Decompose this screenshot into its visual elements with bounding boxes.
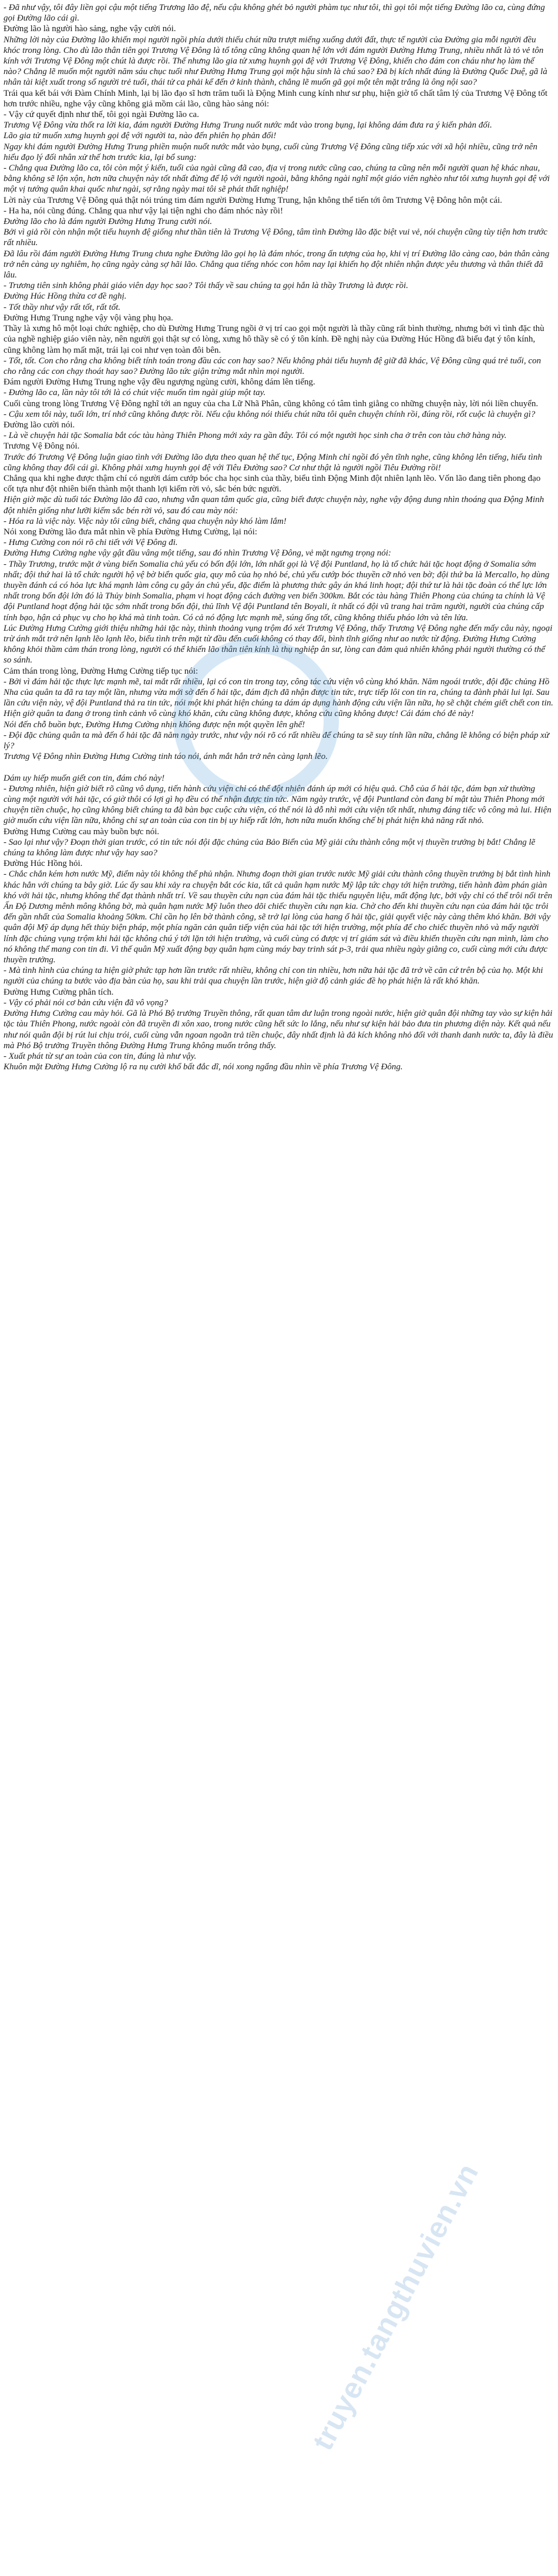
paragraph: - Đường lão ca, lần này tôi tới là có chút việc muốn tìm ngài giúp một tay. xyxy=(4,388,266,398)
paragraph: Đường Hưng Cường cau mày hỏi. Gã là Phó Bộ trưởng Truyền thông, rất quan tâm dư luận trong ngoài nước, hiện giờ quân đội những tay vào sự kiện hải tặc tàu Thiên Phong, nước ngoài còn đã truyền đi xôn xao, trong nước cũng hết sức lo lắng, nếu như sự kiện hải bảo đưa tin phương diện này. Kết quả nếu như nói quân đội bị rút lui chịu trói, cuối cùng vẫn ngoan ngoãn trả tiền chuộc, đây nhất định là đả kích không nhỏ đối với thanh danh nước ta, đây là điều mà Phó Bộ trưởng Truyền thông Đường Hưng Trung không muốn trông thấy. xyxy=(4,1009,553,1051)
paragraph: Đám người Đường Hưng Trung nghe vậy đều ngượng ngùng cười, không dám lên tiếng. xyxy=(4,377,315,387)
paragraph: Trước đó Trương Vệ Đông luận giao tình với Đường lão dựa theo quan hệ thế tục, Động Minh chỉ ngồi đó yên tĩnh nghe, cũng không lên tiếng, hiểu tình cũng không thay đổi cái gì. Không phải xưng huynh gọi đệ với Tiêu Đường sao? Cơ như thật là người ngồi Tiêu Đường rồi! xyxy=(4,452,542,473)
paragraph: - Đương nhiên, hiện giờ biết rõ cũng vô dụng, tiến hành cứu viện chỉ có thể đột nhiên đánh úp mới có hiệu quả. Chỗ của ổ hải tặc, đám bạn xử thường cùng một người với hải tặc, có giờ thôi có lợi gì họ đều có thể nhận được tin tức. Năm ngày trước, vệ đội Puntland còn đang bí mật tàu Thiên Phong mới chuyện tiền chuộc, họ cũng không biết chúng ta đã bàn bạc cuộc cứu viện, có thể nói là dỗ nhì mới cứu viện tốt nhất, nhưng đáng tiếc vô công mà lui. Hiện giờ muốn cứu viện lần nữa, không chỉ sự an toàn của con tin bị uy hiếp rất lớn, hơn nữa muốn khống chế bị phát hiện khả năng rất nhỏ. xyxy=(4,784,552,826)
paragraph: Đường Húc Hồng thừa cơ đề nghị. xyxy=(4,292,127,302)
paragraph: - Ha ha, nói cũng đúng. Chẳng qua như vậy lại tiện nghi cho đám nhóc này rồi! xyxy=(4,206,283,216)
paragraph: Đường Hưng Cường cau mày buồn bực nói. xyxy=(4,827,160,837)
paragraph: - Sao lại như vậy? Đoạn thời gian trước, có tin tức nói đội đặc chủng của Bảo Biển của Mỹ giải cứu thành công một vị thuyền trưởng bị bắt! Chẳng lẽ chúng ta không làm được như vậy hay sao? xyxy=(4,837,536,858)
paragraph: Hiện giờ mặc dù tuổi tác Đường lão đã cao, nhưng vẫn quan tâm quốc gia, cũng biết được chuyện này, nghe vậy động dung nhìn thoáng qua Động Minh đột nhiên giống như lưỡi kiếm sắc bén rời vỏ, sau đó cau mày nói: xyxy=(4,495,544,516)
paragraph: - Xuất phát từ sự an toàn của con tin, đúng là như vậy. xyxy=(4,1051,197,1061)
paragraph: Bởi vì giả rồi còn nhận một tiểu huynh đệ giống như thần tiên là Trương Vệ Đông, tâm tình Đường lão đặc biệt vui vẻ, nói chuyện cũng tùy tiện hơn trước rất nhiều. xyxy=(4,228,547,248)
paragraph: Nói đến chỗ buồn bực, Đường Hưng Cường nhịn không được nện một quyền lên ghế! xyxy=(4,720,305,730)
paragraph: - Hóa ra là việc này. Việc này tôi cũng biết, chẳng qua chuyện này khó làm lắm! xyxy=(4,516,287,526)
paragraph: Đường lão là người hào sảng, nghe vậy cười nói. xyxy=(4,24,176,34)
paragraph: Đường Hưng Cường nghe vậy gật đầu vâng một tiếng, sau đó nhìn Trương Vệ Đông, vẻ mặt ngưng trọng nói: xyxy=(4,548,391,558)
paragraph: Nói xong Đường lão đưa mắt nhìn về phía Đường Hưng Cường, lại nói: xyxy=(4,527,257,537)
paragraph: - Thầy Trương, trước mặt ở vùng biển Somalia chủ yếu có bốn đội lớn, lớn nhất gọi là Vệ đội Puntland, họ là tổ chức hải tặc hoạt động ở Somalia sớm nhất; đội thứ hai là tổ chức người hộ vệ bờ biển quốc gia, quy mô của họ nhỏ bé, chủ yếu cướp bóc thuyền cỡ nhỏ ven bờ; đội thứ ba là Mercallo, họ dùng thuyền đánh cá có hỏa lực khá mạnh làm công cụ gây án chủ yếu, đặc điểm là phương thức gây án khá linh hoạt; đội thứ tư là hải tặc đoàn có thể lực lớn nhất trong bốn đội lớn đó là Thủy binh Somalia, phạm vi hoạt động cách đường ven biển 300km. Bắt cóc tàu hàng Thiên Phong của chúng ta chính là Vệ đội Puntland hoạt động hải tặc sớm nhất trong bốn đội, thủ lĩnh Vệ đội Puntland tên Boyali, ít nhất có đội vũ trang hai trăm người, người của chúng cấp tính bạo, hận cả phục vụ cho họ khá mà tinh toàn. Có cả nó động lực mạnh mẽ, súng ống tốt, cũng không thiếu pháo lớn và tên lửa. xyxy=(4,559,550,623)
watermark-text: truyen.tangthuvien.vn xyxy=(305,2157,485,2455)
paragraph: Trương Vệ Đông nói. xyxy=(4,441,80,451)
paragraph: Đường lão cho là đám người Đường Hưng Trung cười nói. xyxy=(4,217,213,227)
story-text xyxy=(0,0,558,1072)
paragraph: Lão gia tử muốn xưng huynh gọi đệ với người ta, nào đến phiên họ phản đối! xyxy=(4,131,277,141)
paragraph: - Vậy có phải nói cơ bản cứu viện đã vô vọng? xyxy=(4,998,168,1008)
paragraph: - Cậu xem tôi này, tuổi lớn, trí nhớ cũng không được rồi. Nếu cậu không nói thiếu chút nữa tôi quên chuyện chính rồi, đúng rồi, rốt cuộc là chuyện gì? xyxy=(4,409,536,419)
paragraph: - Tốt, tốt. Con cho rằng cha không biết tính toán trong đầu các con hay sao? Nếu không phải tiểu huynh đệ giữ đã khác, Vệ Đông cũng quá trẻ tuổi, con cho rằng các con chạy thoát hay sao? Đường lão tức giận trừng mắt nhìn mọi người. xyxy=(4,356,541,376)
paragraph: Thầy là xưng hô một loại chức nghiệp, cho dù Đường Hưng Trung ngồi ở vị trí cao gọi một người là thầy cũng rất bình thường, nhưng bởi vì tình đặc thù của nghề nghiệp giáo viên này, nên người gọi thật sự có lòng, xưng hô thầy sẽ có ý tôn kính. Đề nghị này của Đường Húc Hồng đã biểu đạt ý tôn kính, cũng không làm họ mất mặt, trái lại coi như vẹn toàn đôi bên. xyxy=(4,324,544,355)
paragraph: Chẳng qua khi nghe được thậm chí có người dám cướp bóc cha học sinh của thầy, biểu tình Động Minh đột nhiên lạnh lẽo. Vốn lão đang tiên phong đạo cốt tựa như đột nhiên biến thành một thanh lợi kiếm rời vỏ, sắc bén bức người. xyxy=(4,473,541,494)
paragraph: Lúc Đường Hưng Cường giới thiệu những hải tặc này, thình thoảng vụng trộm đó xét Trương Vệ Đông, thấy Trương Vệ Đông nghe đến mấy câu này, ngoại trừ ánh mắt trở nên lạnh lẽo lạnh lẽo, biểu tình trên mặt từ đầu đến cuối không có thay đổi, bình tĩnh giống như ao nước từ động. Đường Hưng Cường không khỏi thầm cảm thán trong lòng, người có thể khiến lão thân tiên kính là thụ nghiệp ân sư, lòng can đảm quả nhiên không phải người thường có thể so sánh. xyxy=(4,623,553,665)
paragraph: - Đội đặc chủng quân ta mà đến ổ hải tặc đã năm ngày trước, như vậy nói rõ có rất nhiều để chúng ta sẽ suy tính lần nữa, chẳng lẽ không có biện pháp xử lý? xyxy=(4,730,549,751)
paragraph: Đường lão cười nói. xyxy=(4,420,75,430)
paragraph: Đường Hưng Trung nghe vậy vội vàng phụ họa. xyxy=(4,313,173,323)
paragraph: - Tốt thầy như vậy rất tốt, rất tốt. xyxy=(4,302,121,312)
paragraph: Ngay khi đám người Đường Hưng Trung phiền muộn nuốt nước mắt vào bụng, cuối cùng Trương Vệ Đông cũng tiếp xúc với xã hội nhiều, cũng trở nên hiểu đạo lý đối nhân xử thế hơn trước kia, lại bổ sung: xyxy=(4,142,537,162)
paragraph: - Chẳng qua Đường lão ca, tôi còn một ý kiến, tuổi của ngài cũng đã cao, địa vị trong nước cũng cao, chúng ta cũng nên mỗi người quan hệ khác nhau, bằng không sẽ lộn xộn, hơn nữa chuyện này tốt nhất đừng để lộ với người ngoài, bằng không ngài nghĩ một giáo viên nghèo như tôi xưng huynh gọi đệ với một vị tướng quân khai quốc như ngài, sợ rằng ngày mai tôi sẽ phát thất nghiệp! xyxy=(4,163,550,195)
paragraph: - Mà tình hình của chúng ta hiện giờ phức tạp hơn lần trước rất nhiều, không chỉ con tin nhiều, hơn nữa hải tặc đã trở về căn cứ trên bộ của họ. Một khi người của chúng ta bước vào địa bàn của họ, sau khi trải qua chuyện lần trước, hiện giờ độ cảnh giác đề họ phát hiện là rất khó khăn. xyxy=(4,966,543,986)
paragraph: - Hưng Cường con nói rõ chi tiết với Vệ Đông đi. xyxy=(4,538,178,548)
paragraph: Khuôn mặt Đường Hưng Cường lộ ra nụ cười khổ bất đắc dĩ, nói xong ngẩng đầu nhìn về phía Trương Vệ Đông. xyxy=(4,1062,403,1072)
paragraph: - Vậy cứ quyết định như thế, tôi gọi ngài Đường lão ca. xyxy=(4,110,199,120)
paragraph: - Trương tiên sinh không phải giáo viên dạy học sao? Tôi thấy về sau chúng ta gọi hắn là thầy Trương là được rồi. xyxy=(4,281,408,291)
paragraph: Lời này của Trương Vệ Đông quả thật nói trúng tim đám người Đường Hưng Trung, hận không thể tiến tới ôm Trương Vệ Đông hôn một cái. xyxy=(4,195,502,205)
paragraph: Dám uy hiếp muốn giết con tin, đám chó này! xyxy=(4,773,165,783)
paragraph: Cảm thán trong lòng, Đường Hưng Cường tiếp tục nói: xyxy=(4,666,199,676)
paragraph: - Bởi vì đám hải tặc thực lực mạnh mẽ, tai mắt rất nhiều, lại có con tin trong tay, công tác cứu viện vô cùng khó khăn. Năm ngoái trước, đội đặc chủng Hồ Nha của quân ta đã ra tay một lần, nhưng vừa mới sờ đến ổ hải tặc, đám địch đã nhận được tin tức, trực tiếp lôi con tin ra, chúng ta đành phải lui lại. Sau lần cứu viện này, vệ đội Puntland thả ra tin tức, nói một khi phát hiện chúng ta dám áp dụng hành động cứu viện lần nữa, họ sẽ chặt chém giết chết con tin. Hiện giờ quân ta đang ở trong tình cảnh vô cùng khó khăn, cứu cũng không được, không cứu cũng không được! Cái đám chó đẻ này! xyxy=(4,677,553,719)
paragraph: Đã lâu rồi đám người Đường Hưng Trung chưa nghe Đường lão gọi họ là đám nhóc, trong ấn tượng của họ, khi vị trí Đường lão càng cao, bản thân càng trở nên càng uy nghiêm, họ cũng ngày càng sợ hãi lão. Chẳng qua tiếng nhóc con hôm nay lại khiến họ đột nhiên nhận được yêu thương và thân thiết đã lâu. xyxy=(4,249,550,280)
paragraph: Trương Vệ Đông vừa thốt ra lời kia, đám người Đường Hưng Trung nuốt nước mắt vào trong bụng, lại không dám đưa ra ý kiến phản đối. xyxy=(4,121,492,131)
paragraph: - Đã như vậy, tôi đây liền gọi cậu một tiếng Trương lão đệ, nếu cậu không ghét bỏ người phàm tục như tôi, thì gọi tôi một tiếng Đường lão ca, cùng đứng gọi Đường lão cái gì. xyxy=(4,3,545,24)
paragraph xyxy=(4,762,553,772)
paragraph: - Là về chuyện hải tặc Somalia bắt cóc tàu hàng Thiên Phong mới xảy ra gần đây. Tôi có một người học sinh cha ở trên con tàu chở hàng này. xyxy=(4,431,507,441)
paragraph: Đường Hưng Cường phân tích. xyxy=(4,987,114,997)
paragraph: Trái qua kết bái với Đàm Chính Minh, lại bị lão đạo sĩ hơn trăm tuổi là Động Minh cung kính như sư phụ, hiện giờ tổ chất tâm lý của Trương Vệ Đông tốt hơn trước nhiều, nghe vậy cũng không giả mồm cái lão, cũng hào sảng nói: xyxy=(4,88,548,109)
paragraph: Trương Vệ Đông nhìn Đường Hưng Cường tinh táo nói, ánh mắt hắn trở nên càng lạnh lẽo. xyxy=(4,752,328,762)
paragraph: Đường Húc Hồng hỏi. xyxy=(4,859,83,869)
paragraph: - Chắc chắn kém hơn nước Mỹ, điểm này tôi không thể phủ nhận. Nhưng đoạn thời gian trước nước Mỹ giải cứu thành công thuyền trưởng bị bắt tình hình khác hẳn với chúng ta bây giờ. Lúc ấy sau khi xảy ra chuyện bắt cóc kia, tất cả quân hạm nước Mỹ lập tức chạy tới hiện trường, tiến hành đàm phán giàn khó với hải tặc, nhưng không thể đạt thành nhất trí. Về sau thuyền cứu nạn của đám hải tặc thiếu nguyên liệu, mất động lực, bởi vậy chỉ có thể trôi nổi trên Ấn Độ Dương mênh mông không bờ, mà quân hạm nước Mỹ luôn theo dõi chiếc thuyền cứu nạn kia. Chờ cho đến khi thuyền cứu nạn của đám hải tặc trôi đến gần nhất của Somalia khoảng 50km. Chỉ cần họ lên bờ thành công, sẽ trở lại lòng của hang ổ hải tặc, giải quyết việc này càng thêm khó khăn. Bởi vậy quân đội Mỹ áp dụng hết thủy biện pháp, một phía ngăn cản quân tiếp viện của hải tặc tới hiện trường, một phía để cho chiếc thuyền nhỏ và mấy người lính đặc chủng vụng trộm khi hải tặc không chú ý tới lặn tới hiện trường, và cuối cùng có được vị trí giám sát và điều khiển thuyền cứu nạn mình, làm cho nó không thể mang con tin đi. Vì thế quân Mỹ xuất động bạy quân hạm cùng máy bay trinh sát p-3, trải qua nhiều ngày giằng co, cuối cùng mới cứu được thuyền trưởng. xyxy=(4,869,553,965)
paragraph: Cuối cùng trong lòng Trương Vệ Đông nghĩ tới an nguy của cha Lữ Nhã Phân, cũng không có tâm tình giằng co những chuyện này, lời nói liền chuyển. xyxy=(4,399,539,409)
paragraph: Những lời này của Đường lão khiến mọi người ngồi phía dưới thiếu chút nữa trượt miếng xuống dưới đất, thực tế người của Đường gia mỗi người đều khóc trong lòng. Cho dù lão thân tiên gọi Trương Vệ Đông là tổ tông cũng không quan hệ lớn với đám người Đường Hưng Trung, nhiều nhất là tỏ vẻ tôn kính với Trương Vệ Đông một chút là được rồi. Thế nhưng lão gia tử xưng huynh gọi đệ với Trương Vệ Đông, khiến cho đám con cháu như họ làm thế nào? Chẳng lẽ muốn một người năm sáu chục tuổi như Đường Hưng Trung gọi một hậu sinh là chú sao? Đã bị kích nhất đúng là Đường Quốc Duệ, gã là nhân tài kiệt xuất trong số người trẻ tuổi, thái tử ca phải kể đến ở kinh thành, chẳng lẽ muốn gã gọi một tên mặt trắng là ông nội sao? xyxy=(4,35,547,88)
